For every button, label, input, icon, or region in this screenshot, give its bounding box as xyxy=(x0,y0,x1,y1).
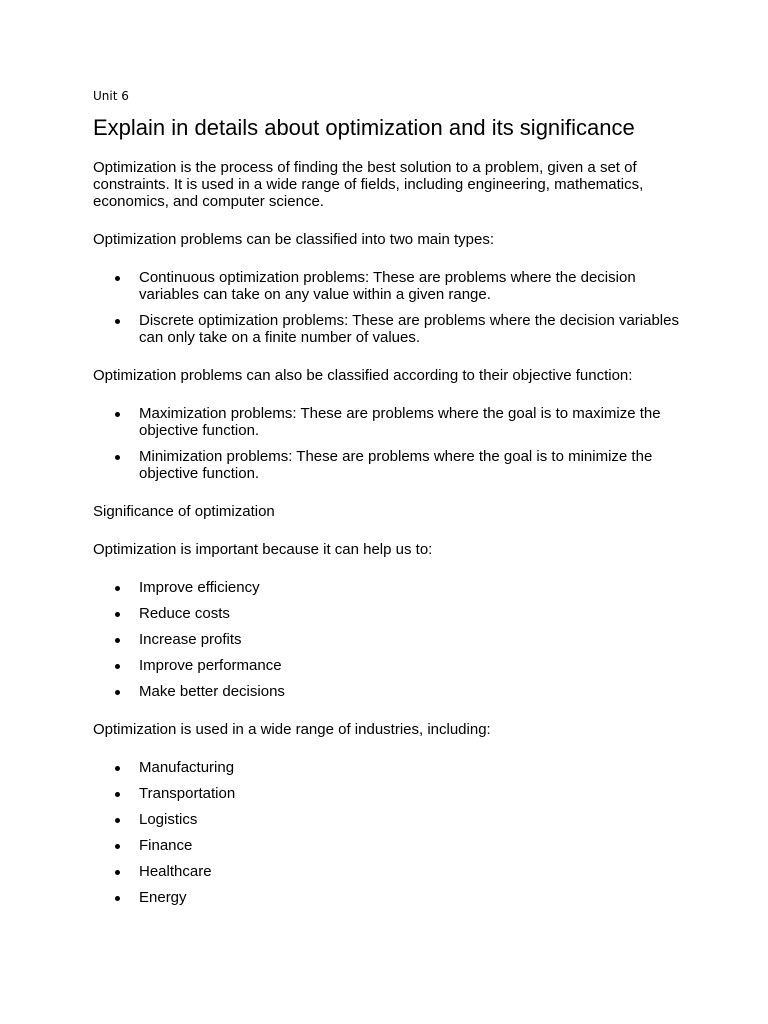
intro-paragraph: Optimization is the process of finding the best solution to a problem, given a set of constraints. It is used in a wide range of fields, including engineering, mathematics, economics, and computer science. xyxy=(93,159,644,210)
bullet-icon xyxy=(115,412,120,417)
list-item-text: Reduce costs xyxy=(139,605,230,622)
bullet-icon xyxy=(115,612,120,617)
list-item-text: Healthcare xyxy=(139,863,212,880)
list-item-text: Improve performance xyxy=(139,657,282,674)
benefits-list xyxy=(93,579,683,700)
list-item-text: Logistics xyxy=(139,811,198,828)
unit-label: Unit 6 xyxy=(93,89,129,103)
types-intro-paragraph: Optimization problems can be classified into two main types: xyxy=(93,231,495,248)
list-item-text: Discrete optimization problems: These are problems where the decision variables can only take on a finite number of values. xyxy=(139,312,679,346)
document-page xyxy=(93,88,683,927)
bullet-icon xyxy=(115,870,120,875)
list-item xyxy=(93,405,683,439)
bullet-icon xyxy=(115,818,120,823)
bullet-icon xyxy=(115,319,120,324)
types-list xyxy=(93,269,683,346)
list-item xyxy=(93,837,683,854)
bullet-icon xyxy=(115,896,120,901)
bullet-icon xyxy=(115,586,120,591)
list-item-text: Continuous optimization problems: These are problems where the decision variables can take on any value within a given range. xyxy=(139,269,636,303)
bullet-icon xyxy=(115,766,120,771)
objective-types-list xyxy=(93,405,683,482)
bullet-icon xyxy=(115,276,120,281)
list-item xyxy=(93,785,683,802)
list-item xyxy=(93,759,683,776)
list-item-text: Minimization problems: These are problems where the goal is to minimize the objective function. xyxy=(139,448,653,482)
bullet-icon xyxy=(115,455,120,460)
list-item xyxy=(93,863,683,880)
list-item xyxy=(93,605,683,622)
list-item xyxy=(93,312,683,346)
list-item-text: Improve efficiency xyxy=(139,579,260,596)
list-item-text: Finance xyxy=(139,837,193,854)
list-item-text: Energy xyxy=(139,889,187,906)
list-item-text: Manufacturing xyxy=(139,759,235,776)
bullet-icon xyxy=(115,690,120,695)
bullet-icon xyxy=(115,638,120,643)
document-title: Explain in details about optimization and its significance xyxy=(93,115,635,140)
bullet-icon xyxy=(115,844,120,849)
list-item xyxy=(93,683,683,700)
list-item xyxy=(93,579,683,596)
list-item xyxy=(93,631,683,648)
industries-list xyxy=(93,759,683,906)
list-item xyxy=(93,811,683,828)
significance-heading: Significance of optimization xyxy=(93,503,275,520)
bullet-icon xyxy=(115,664,120,669)
list-item-text: Transportation xyxy=(139,785,236,802)
importance-intro-paragraph: Optimization is important because it can help us to: xyxy=(93,541,433,558)
bullet-icon xyxy=(115,792,120,797)
list-item-text: Increase profits xyxy=(139,631,242,648)
list-item xyxy=(93,889,683,906)
list-item xyxy=(93,269,683,303)
objective-intro-paragraph: Optimization problems can also be classified according to their objective function: xyxy=(93,367,633,384)
list-item-text: Make better decisions xyxy=(139,683,285,700)
list-item-text: Maximization problems: These are problems where the goal is to maximize the objective function. xyxy=(139,405,661,439)
list-item xyxy=(93,448,683,482)
list-item xyxy=(93,657,683,674)
industries-intro-paragraph: Optimization is used in a wide range of industries, including: xyxy=(93,721,491,738)
